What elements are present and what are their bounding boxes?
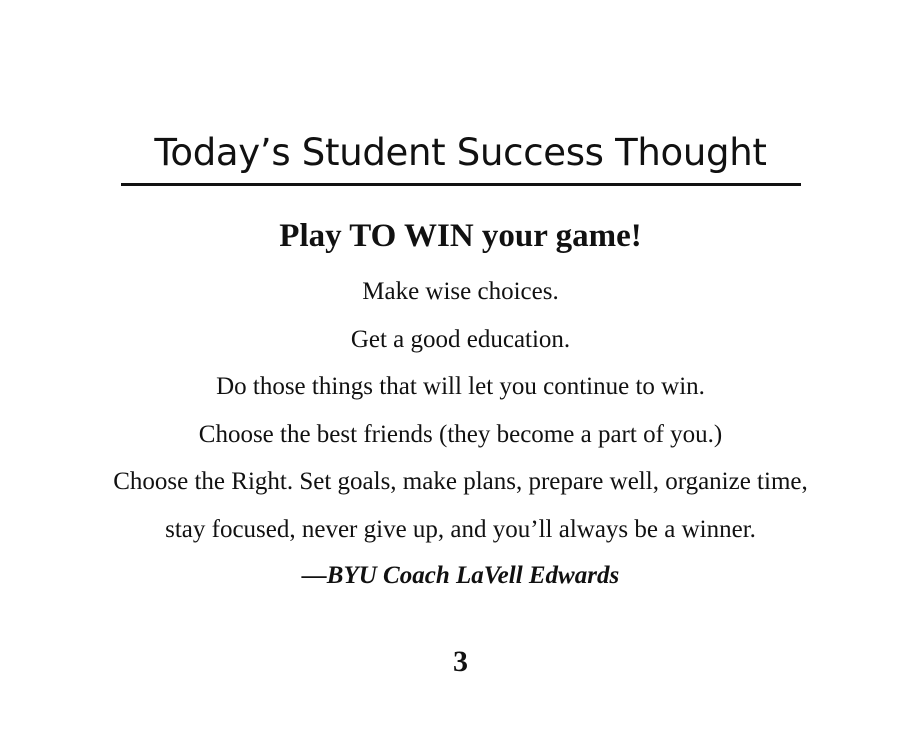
quote-line: stay focused, never give up, and you’ll always be a winner.	[165, 515, 756, 543]
subheading: Play TO WIN your game!	[279, 218, 642, 254]
quote-body	[0, 268, 921, 553]
page-title: Today’s Student Success Thought	[154, 131, 767, 174]
page-number: 3	[453, 645, 468, 678]
quote-line: Make wise choices.	[362, 278, 559, 305]
title-underline	[121, 183, 801, 186]
quote-line: Choose the Right. Set goals, make plans, prepare well, organize time,	[113, 468, 808, 495]
quote-line: Choose the best friends (they become a part of you.)	[198, 420, 723, 448]
quote-line: Get a good education.	[350, 325, 571, 353]
quote-line: Do those things that will let you continue to win.	[216, 373, 705, 400]
quote-attribution: —BYU Coach LaVell Edwards	[301, 562, 620, 589]
